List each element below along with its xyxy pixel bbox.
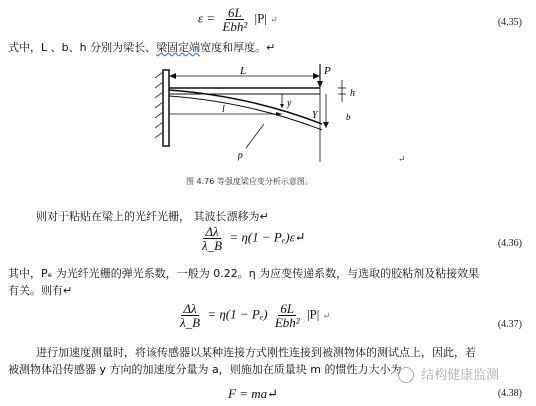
- eq-mid: = η(1 − Pₑ): [207, 306, 268, 322]
- watermark-text: 结构健康监测: [421, 368, 500, 383]
- fraction: [220, 6, 249, 33]
- equation-4-35: [198, 6, 278, 33]
- label-P: P: [324, 65, 331, 77]
- eq-lhs: ε =: [198, 10, 216, 26]
- fraction-denominator: Ebh²: [274, 315, 300, 330]
- fraction-numerator: 6L: [280, 301, 295, 316]
- equation-number: (4.37): [497, 319, 522, 330]
- fixed-wall: [163, 70, 169, 146]
- equation-4-38: F = ma↵: [228, 386, 278, 401]
- text-line: [8, 40, 275, 56]
- text-line: 进行加速度测量时，将该传感器以某种连接方式刚性连接到被测物体的测试点上，因此，若: [36, 346, 476, 359]
- end-mark: ↵: [398, 155, 406, 165]
- label-L: L: [240, 65, 247, 77]
- fraction-denominator: λ_B: [202, 238, 223, 253]
- wall-hatching: [155, 72, 163, 138]
- abs-value: |P|: [306, 306, 320, 322]
- label-y: y: [287, 98, 292, 109]
- paragraph-mark: ↵: [322, 310, 331, 321]
- watermark-logo-icon: [398, 367, 414, 383]
- fraction: [273, 302, 302, 329]
- force-arrow: [317, 81, 323, 88]
- equation-4-37: [176, 302, 330, 329]
- label-h: h: [350, 88, 355, 99]
- equation-number: (4.36): [497, 238, 522, 249]
- equation-4-36: [198, 225, 306, 252]
- fraction-numerator: Δλ: [205, 224, 219, 239]
- fraction: [200, 225, 224, 252]
- text-segment: 宽度和厚度。↵: [200, 41, 276, 54]
- label-rho: ρ: [238, 150, 243, 161]
- fraction-numerator: Δλ: [183, 301, 197, 316]
- abs-value: |P|: [254, 10, 267, 26]
- text-line: 被测物体沿传感器 y 方向的加速度分量为 a，则施加在质量块 m 的惯性力大小为: [8, 363, 402, 376]
- label-l: l: [222, 104, 225, 115]
- watermark: [398, 364, 499, 383]
- text-line: 则对于粘贴在梁上的光纤光栅， 其波长漂移为↵: [36, 210, 269, 223]
- eq-rhs: = η(1 − Pₑ)ε↵: [229, 229, 306, 245]
- fraction-numerator: 6L: [227, 5, 242, 20]
- paragraph-mark: ↵: [270, 14, 278, 25]
- beam-diagram: [0, 62, 536, 192]
- underlined-term: 梁固定端: [156, 41, 201, 54]
- text-line: 其中，Pₑ 为光纤光栅的弹光系数，一般为 0.22。η 为应变传递系数，与选取的胶粘剂及粘接效果: [8, 267, 480, 280]
- equation-number: (4.35): [497, 17, 522, 28]
- text-line: 有关。则有↵: [8, 284, 73, 297]
- equation-number: (4.38): [497, 388, 522, 399]
- fraction-denominator: Ebh²: [222, 19, 248, 34]
- label-b: b: [346, 112, 351, 122]
- figure-caption: 图 4.76 等强度梁应变分析示意图。: [186, 177, 313, 186]
- label-Y: Y: [312, 110, 318, 121]
- text-segment: 式中，L 、b、h 分别为梁长、: [8, 41, 157, 54]
- fraction-denominator: λ_B: [180, 315, 201, 330]
- fraction: [178, 302, 202, 329]
